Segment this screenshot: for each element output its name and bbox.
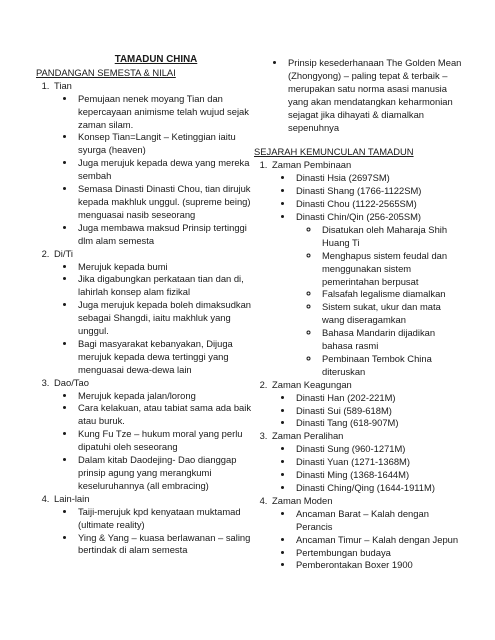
list-item: • Pemberontakan Boxer 1900 [294, 559, 462, 572]
list-item: • Cara kelakuan, atau tabiat sama ada baik atau buruk. [76, 402, 258, 428]
list-item: • Semasa Dinasti Dinasti Chou, tian dirujuk kepada makhluk unggul. (supreme being) menguasai nasib seseorang [76, 183, 258, 222]
list-item: • Prinsip kesederhanaan The Golden Mean (Zhongyong) – paling tepat & terbaik – merupakan satu norma asasi manusia yang akan mendatangkan keharmonian sejagat jika dihayati & diamalkan sepenuhnya [286, 57, 462, 134]
sub-list-item: ◦ Menghapus sistem feudal dan menggunakan sistem pemerintahan berpusat [320, 250, 462, 289]
sub-list-item: ◦ Falsafah legalisme diamalkan [320, 288, 462, 301]
left-column [36, 54, 258, 557]
document-title: TAMADUN CHINA [114, 54, 198, 65]
list-item-label: Zaman Moden [272, 494, 333, 506]
list-item: • Kung Fu Tze – hukum moral yang perlu dipatuhi oleh seseorang [76, 428, 258, 454]
list-item: • Ying & Yang – kuasa berlawanan – saling bertindak di alam semesta [76, 532, 258, 558]
list-item: • Jika digabungkan perkataan tian dan di, lahirlah konsep alam fizikal [76, 273, 258, 299]
list-item: • Taiji-merujuk kpd kenyataan muktamad (ultimate reality) [76, 506, 258, 532]
list-item: • Dalam kitab Daodejing- Dao dianggap prinsip agung yang merangkumi keseluruhannya (all embracing) [76, 454, 258, 493]
list-item: • Dinasti Han (202-221M) [294, 392, 462, 405]
list-item: • Dinasti Sung (960-1271M) [294, 443, 462, 456]
pandangan-list [36, 80, 258, 558]
sub-list-item: ◦ Bahasa Mandarin dijadikan bahasa rasmi [320, 327, 462, 353]
continued-bullets [254, 57, 462, 134]
list-item: • Dinasti Hsia (2697SM) [294, 172, 462, 185]
list-item: • Juga membawa maksud Prinsip tertinggi dlm alam semesta [76, 222, 258, 248]
list-item-di-ti [52, 248, 258, 377]
list-item: • Juga merujuk kepada boleh dimaksudkan sebagai Shangdi, iaitu makhluk yang unggul. [76, 299, 258, 338]
list-item-label: Lain-lain [54, 492, 90, 504]
list-item-label: Dinasti Chin/Qin (256-205SM) [296, 210, 422, 222]
list-item: • Dinasti Yuan (1271-1368M) [294, 456, 462, 469]
list-item: • Dinasti Ming (1368-1644M) [294, 469, 462, 482]
list-item-lain-lain [52, 493, 258, 558]
list-item: • Ancaman Barat – Kalah dengan Perancis [294, 508, 462, 534]
list-item [294, 211, 462, 379]
list-item: • Dinasti Chou (1122-2565SM) [294, 198, 462, 211]
list-item: • Dinasti Ching/Qing (1644-1911M) [294, 482, 462, 495]
section-heading-pandangan: PANDANGAN SEMESTA & NILAI [36, 66, 176, 78]
list-item-zaman-pembinaan [270, 159, 462, 378]
list-item: • Dinasti Tang (618-907M) [294, 417, 462, 430]
list-item: • Pertembungan budaya [294, 547, 462, 560]
list-item: • Konsep Tian=Langit – Ketinggian iaitu syurga (heaven) [76, 131, 258, 157]
list-item: • Bagi masyarakat kebanyakan, Dijuga merujuk kepada dewa tertinggi yang menguasai dewa-dewa lain [76, 338, 258, 377]
list-item: • Dinasti Shang (1766-1122SM) [294, 185, 462, 198]
sejarah-list [254, 159, 462, 572]
sub-list-item: ◦ Disatukan oleh Maharaja Shih Huang Ti [320, 224, 462, 250]
list-item-zaman-peralihan [270, 430, 462, 495]
list-item-label: Tian [54, 79, 72, 91]
section-heading-sejarah: SEJARAH KEMUNCULAN TAMADUN [254, 146, 414, 158]
list-item: • Juga merujuk kepada dewa yang mereka sembah [76, 157, 258, 183]
sub-list-item: ◦ Pembinaan Tembok China diteruskan [320, 353, 462, 379]
right-column [254, 57, 462, 572]
list-item-zaman-keagungan [270, 379, 462, 431]
list-item-label: Di/Ti [54, 247, 73, 259]
sub-list-item: ◦ Sistem sukat, ukur dan mata wang diseragamkan [320, 301, 462, 327]
list-item-tian [52, 80, 258, 248]
list-item: • Pemujaan nenek moyang Tian dan kepercayaan animisme telah wujud sejak zaman silam. [76, 93, 258, 132]
list-item: • Merujuk kepada jalan/lorong [76, 390, 258, 403]
list-item: • Dinasti Sui (589-618M) [294, 405, 462, 418]
list-item-label: Zaman Keagungan [272, 378, 352, 390]
list-item-label: Zaman Peralihan [272, 430, 344, 442]
list-item-zaman-moden [270, 495, 462, 572]
list-item: • Merujuk kepada bumi [76, 261, 258, 274]
list-item: • Ancaman Timur – Kalah dengan Jepun [294, 534, 462, 547]
list-item-label: Dao/Tao [54, 376, 89, 388]
list-item-label: Zaman Pembinaan [272, 159, 352, 171]
list-item-dao-tao [52, 377, 258, 493]
